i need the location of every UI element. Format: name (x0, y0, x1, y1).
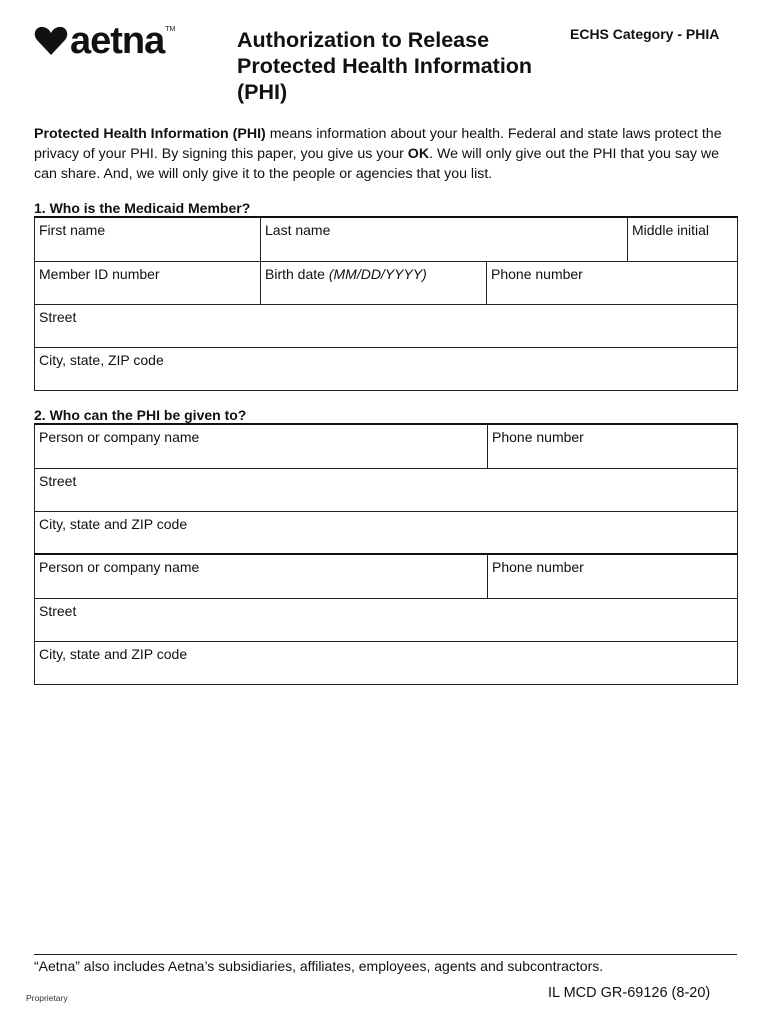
recipient-street-label: Street (39, 602, 77, 619)
member-info-table (34, 216, 738, 391)
last-name-field[interactable] (261, 217, 628, 261)
phi-term: Protected Health Information (PHI) (34, 126, 266, 142)
middle-initial-field[interactable] (628, 217, 738, 261)
recipient-table (34, 423, 738, 685)
category-label: ECHS Category - PHIA (570, 26, 720, 42)
section-1-heading: 1. Who is the Medicaid Member? (34, 200, 251, 216)
recipient-2-city-field[interactable] (35, 641, 738, 684)
first-name-field[interactable] (35, 217, 261, 261)
proprietary-label: Proprietary (26, 993, 68, 1003)
member-city-field[interactable] (35, 347, 738, 390)
recipient-name-label: Person or company name (39, 559, 200, 575)
page-title: Authorization to Release Protected Health Information (PHI) (237, 28, 533, 104)
middle-initial-label: Middle initial (632, 222, 710, 238)
member-id-field[interactable] (35, 261, 261, 304)
member-street-label: Street (39, 308, 77, 325)
birth-date-field[interactable] (261, 261, 487, 304)
recipient-phone-label: Phone number (492, 559, 584, 575)
recipient-city-label: City, state and ZIP code (39, 645, 188, 662)
member-phone-label: Phone number (491, 265, 583, 282)
recipient-1-city-field[interactable] (35, 511, 738, 554)
recipient-2-street-field[interactable] (35, 598, 738, 641)
recipient-2-name-field[interactable] (35, 554, 488, 598)
member-id-label: Member ID number (39, 265, 160, 282)
intro-text-2: . We will only give out the PHI that you say we can share. And, we will only give it to the people or agencies that you list. (34, 146, 720, 182)
last-name-label: Last name (265, 222, 331, 238)
recipient-city-label: City, state and ZIP code (39, 515, 188, 532)
logo-wordmark: aetna (70, 20, 165, 62)
ok-term: OK (407, 146, 430, 162)
recipient-1-name-field[interactable] (35, 424, 488, 468)
recipient-1-street-field[interactable] (35, 468, 738, 511)
recipient-2-phone-field[interactable] (488, 554, 738, 598)
first-name-label: First name (39, 222, 106, 238)
birth-date-label: Birth date (265, 265, 329, 282)
member-street-field[interactable] (35, 304, 738, 347)
form-code: IL MCD GR-69126 (8-20) (548, 985, 711, 1001)
recipient-phone-label: Phone number (492, 429, 584, 445)
intro-text-1: means information about your health. Federal and state laws protect the privacy of your PHI. By signing this paper, you give us your (34, 126, 722, 162)
aetna-logo (34, 20, 176, 62)
birth-date-format: (MM/DD/YYYY) (328, 265, 427, 282)
recipient-street-label: Street (39, 472, 77, 489)
recipient-name-label: Person or company name (39, 429, 200, 445)
recipient-1-phone-field[interactable] (488, 424, 738, 468)
heart-icon (34, 26, 68, 56)
member-phone-field[interactable] (487, 261, 738, 304)
trademark-mark: TM (165, 26, 176, 33)
intro-paragraph (34, 124, 742, 184)
footer-divider (34, 954, 737, 955)
member-city-label: City, state, ZIP code (39, 351, 164, 368)
footer-disclaimer: “Aetna” also includes Aetna’s subsidiaries, affiliates, employees, agents and subcontractors. (34, 958, 604, 974)
section-2-heading: 2. Who can the PHI be given to? (34, 407, 247, 423)
